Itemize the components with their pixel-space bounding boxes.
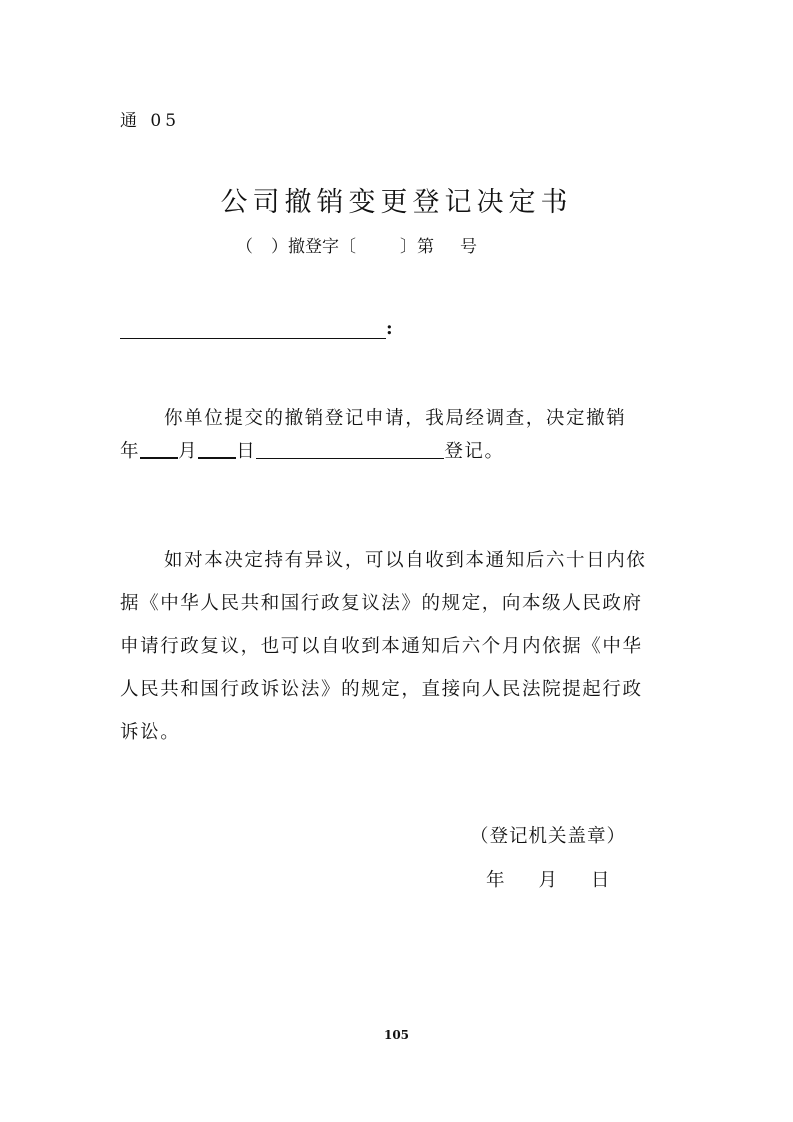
doc-number-seq-label: 〕第	[400, 237, 434, 257]
signature-month-label: 月	[538, 870, 558, 891]
form-code: 通 05	[120, 111, 181, 131]
decision-year-blank[interactable]	[140, 439, 178, 459]
signature-day-label: 日	[591, 870, 610, 891]
seal-note: （登记机关盖章）	[470, 826, 627, 847]
decision-day-label: 日	[236, 441, 257, 462]
appeal-line-1: 如对本决定持有异议，可以自收到本通知后六十日内依	[164, 550, 647, 571]
signature-date	[486, 866, 610, 892]
appeal-line-2: 据《中华人民共和国行政复议法》的规定，向本级人民政府	[120, 593, 643, 614]
appeal-line-4: 人民共和国行政诉讼法》的规定，直接向人民法院提起行政	[120, 679, 643, 700]
doc-number-prefix: ）撤登字〔	[271, 237, 356, 257]
document-number	[236, 232, 477, 257]
appeal-line-3: 申请行政复议，也可以自收到本通知后六个月内依据《中华	[120, 636, 643, 657]
page-number: 105	[383, 1028, 410, 1042]
signature-year-label: 年	[486, 870, 505, 891]
decision-month-label: 月	[178, 441, 199, 462]
decision-line-2	[120, 437, 505, 463]
doc-number-open-paren: （	[236, 237, 253, 257]
addressee-blank[interactable]	[120, 338, 386, 339]
decision-month-blank[interactable]	[198, 439, 236, 459]
decision-item-blank[interactable]	[256, 440, 444, 459]
decision-year-label: 年	[120, 441, 141, 462]
document-title: 公司撤销变更登记决定书	[220, 187, 573, 218]
appeal-line-5: 诉讼。	[120, 722, 181, 743]
decision-tail: 登记。	[444, 441, 505, 462]
addressee-colon: :	[386, 318, 393, 339]
decision-line-1: 你单位提交的撤销登记申请，我局经调查，决定撤销	[164, 408, 627, 429]
doc-number-suffix: 号	[460, 237, 477, 257]
